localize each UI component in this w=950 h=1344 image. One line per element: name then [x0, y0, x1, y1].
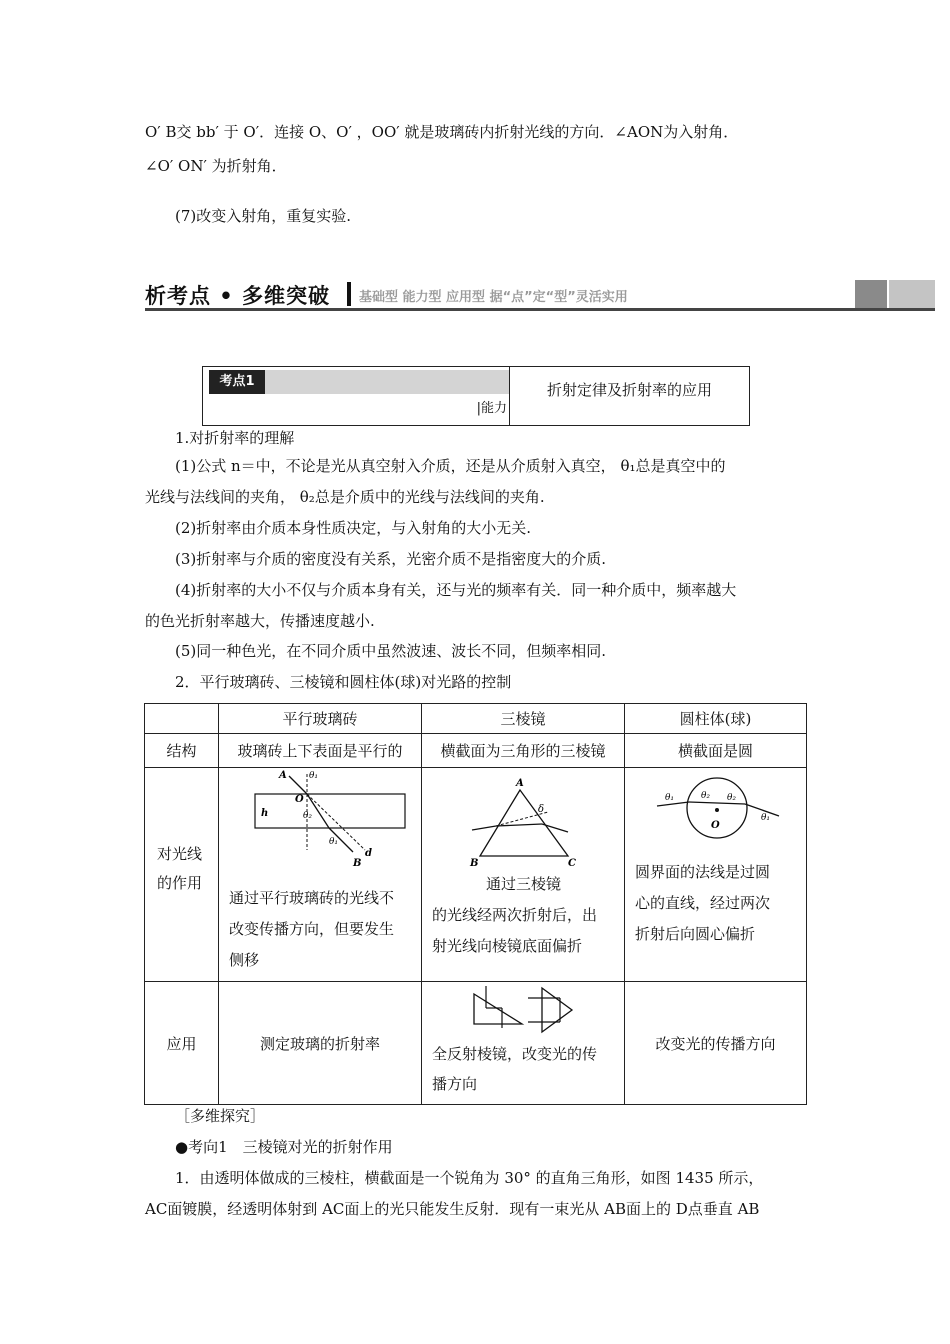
label-o: O — [711, 820, 720, 831]
text-line: (7)改变入射角，重复实验. — [175, 207, 352, 225]
incident-ray — [289, 776, 307, 794]
text-line: ∠O′ ON′ 为折射角． — [145, 157, 287, 175]
table-row — [145, 768, 807, 982]
table-header-cell: 平行玻璃砖 — [219, 704, 422, 734]
cell-line: 射光线向棱镜底面偏折 — [432, 937, 583, 955]
paragraph-line: (5)同一种色光，在不同介质中虽然波速、波长不同，但频率相同. — [175, 642, 607, 660]
table-cell: 改变光的传播方向 — [625, 982, 807, 1105]
table-cell-slab — [219, 768, 422, 982]
banner-title: 析考点 • 多维突破 — [145, 284, 331, 308]
banner-rule — [145, 308, 935, 311]
table-row — [145, 734, 807, 768]
label-theta2-left: θ₂ — [701, 791, 711, 801]
row-label-line: 对光线 — [157, 845, 203, 863]
cell-line: 心的直线，经过两次 — [635, 894, 771, 912]
row-label: 结构 — [145, 734, 219, 768]
table-cell-total-reflection — [422, 982, 625, 1105]
paragraph-line: (3)折射率与介质的密度没有关系，光密介质不是指密度大的介质. — [175, 550, 607, 568]
cell-line: 全反射棱镜，改变光的传 — [432, 1045, 598, 1063]
explore-heading: ［多维探究］ — [175, 1107, 266, 1125]
label-c: C — [568, 858, 576, 869]
paragraph-line: AC面镀膜，经透明体射到 AC面上的光只能发生反射．现有一束光从 AB面上的 D点垂直 AB — [145, 1200, 760, 1218]
cell-line: 的光线经两次折射后，出 — [432, 906, 598, 924]
paragraph-line: (1)公式 n＝中，不论是光从真空射入介质，还是从介质射入真空， θ₁总是真空中的 — [175, 457, 726, 475]
label-h: h — [261, 808, 269, 819]
label-delta: δ — [538, 804, 545, 815]
label-d: d — [365, 848, 372, 859]
label-b: B — [470, 858, 479, 869]
circle-center — [715, 808, 719, 812]
paragraph-line: 的色光折射率越大，传播速度越小. — [145, 612, 375, 630]
text-line: O′ B交 bb′ 于 O′．连接 O、O′ ，OO′ 就是玻璃砖内折射光线的方向．∠AON为入射角． — [145, 123, 739, 141]
banner-subtitle: 基础型 能力型 应用型 据“点”定“型”灵活实用 — [359, 290, 628, 305]
label-a: A — [516, 778, 524, 789]
cell-line: 侧移 — [229, 951, 260, 969]
section-heading: 2．平行玻璃砖、三棱镜和圆柱体(球)对光路的控制 — [175, 673, 512, 691]
cell-line: 播方向 — [432, 1075, 478, 1093]
table-header-row — [145, 704, 807, 734]
banner-divider — [347, 282, 351, 306]
section-banner — [145, 278, 935, 312]
reflection-prism-diagram — [422, 982, 625, 1036]
paragraph-line: (2)折射率由介质本身性质决定，与入射角的大小无关. — [175, 519, 532, 537]
table-cell: 测定玻璃的折射率 — [219, 982, 422, 1105]
explore-direction: ●考向1 三棱镜对光的折射作用 — [175, 1138, 393, 1156]
section-heading: 1.对折射率的理解 — [175, 429, 295, 447]
light-path-table — [144, 703, 807, 1105]
label-theta2-right: θ₂ — [727, 793, 737, 803]
prism-diagram — [422, 768, 625, 872]
cell-line: 通过平行玻璃砖的光线不 — [229, 889, 395, 907]
prism-left — [474, 994, 522, 1024]
paragraph-line: (4)折射率的大小不仅与介质本身有关，还与光的频率有关．同一种介质中，频率越大 — [175, 581, 737, 599]
table-cell: 横截面为三角形的三棱镜 — [422, 734, 625, 768]
row-label: 应用 — [145, 982, 219, 1105]
row-label — [145, 768, 219, 982]
circle-diagram — [625, 768, 807, 848]
cell-line: 圆界面的法线是过圆 — [635, 863, 771, 881]
table-cell: 玻璃砖上下表面是平行的 — [219, 734, 422, 768]
table-header-cell: 圆柱体(球) — [625, 704, 807, 734]
banner-block-light — [889, 280, 935, 308]
kaodian-ability: |能力 — [476, 401, 507, 416]
slab-rect — [255, 794, 405, 828]
kaodian-tag: 考点1 — [209, 370, 265, 394]
table-header-cell — [145, 704, 219, 734]
slab-diagram — [219, 768, 422, 868]
inner-ray — [689, 802, 745, 804]
cell-line: 折射后向圆心偏折 — [635, 925, 756, 943]
table-cell-prism — [422, 768, 625, 982]
kaodian-left — [203, 367, 510, 425]
label-theta1-right: θ₁ — [761, 813, 771, 823]
label-a: A — [279, 770, 287, 781]
table-cell: 横截面是圆 — [625, 734, 807, 768]
kaodian-tag-bar — [265, 370, 509, 394]
row-label-line: 的作用 — [157, 874, 203, 892]
cell-line: 通过三棱镜 — [485, 875, 561, 893]
table-row — [145, 982, 807, 1105]
label-o: O — [295, 794, 304, 805]
label-theta2: θ₂ — [303, 811, 313, 821]
incident-ray — [472, 826, 496, 830]
exit-ray — [542, 824, 568, 832]
label-theta1-top: θ₁ — [309, 771, 319, 781]
label-b: B — [353, 858, 362, 868]
paragraph-line: 光线与法线间的夹角， θ₂总是介质中的光线与法线间的夹角. — [145, 488, 545, 506]
kaodian-box — [202, 366, 750, 426]
prism-right — [542, 988, 572, 1032]
cell-line: 改变传播方向，但要发生 — [229, 920, 395, 938]
table-cell-circle — [625, 768, 807, 982]
kaodian-topic: 折射定律及折射率的应用 — [546, 381, 712, 399]
banner-block-dark — [855, 280, 887, 308]
label-theta1-left: θ₁ — [665, 793, 675, 803]
paragraph-line: 1．由透明体做成的三棱柱，横截面是一个锐角为 30° 的直角三角形，如图 1435 所示， — [175, 1169, 764, 1187]
prism-triangle — [480, 790, 568, 856]
table-header-cell: 三棱镜 — [422, 704, 625, 734]
label-theta1-bottom: θ₁ — [329, 837, 339, 847]
